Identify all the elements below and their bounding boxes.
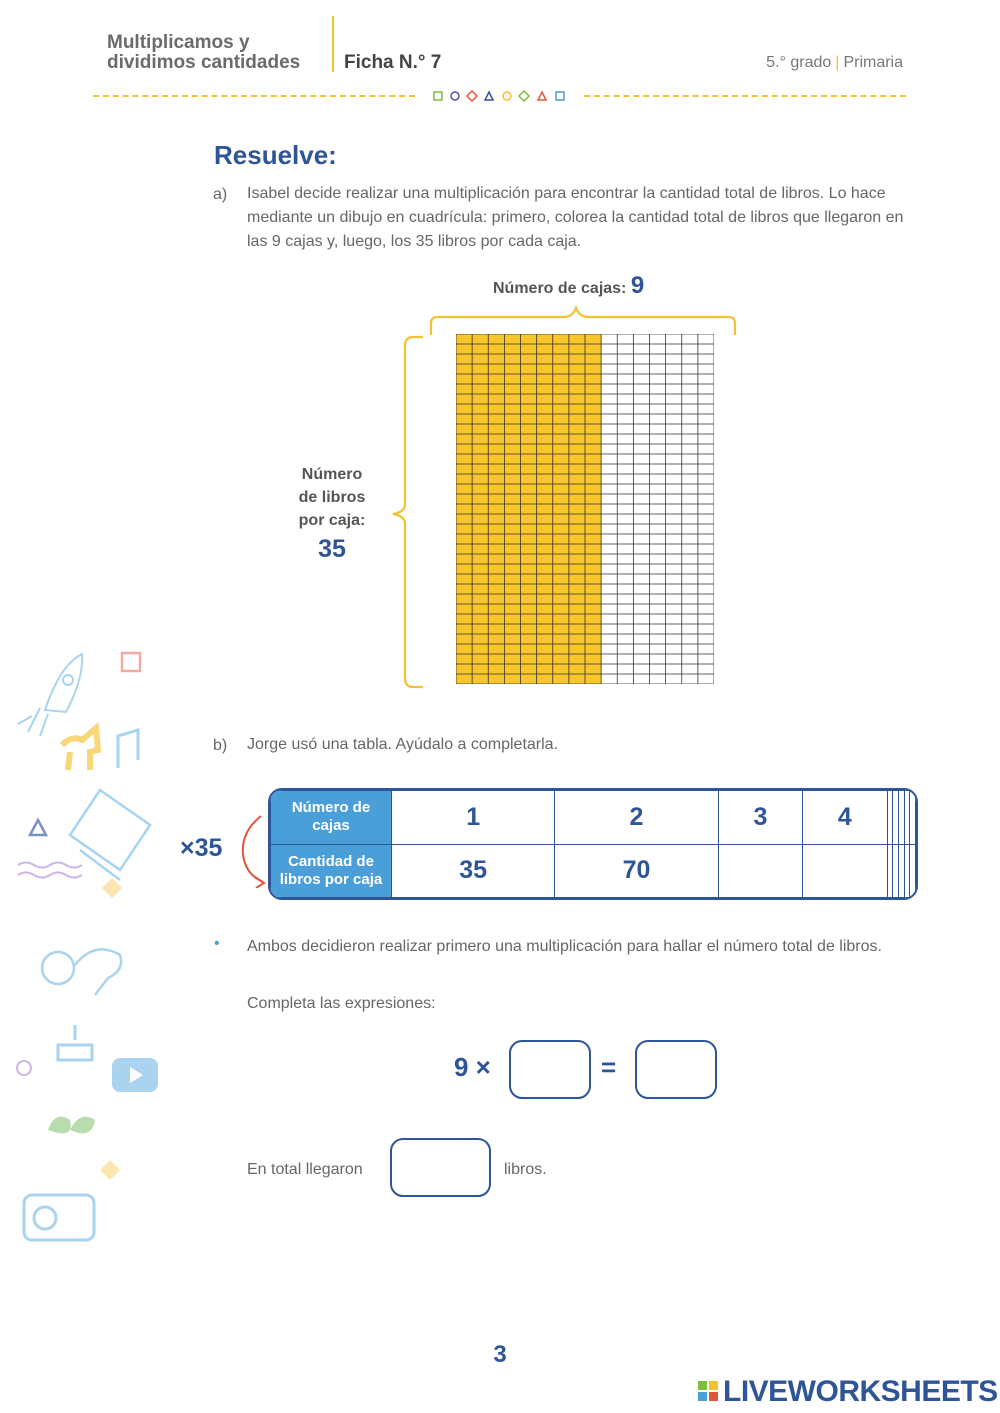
grade: 5.° grado	[766, 54, 832, 71]
answer-box-product[interactable]	[635, 1040, 717, 1099]
monkey-icon	[75, 949, 121, 995]
triangle-icon	[30, 820, 46, 835]
decorative-illustrations	[0, 640, 170, 1260]
row-header-cajas: Número de cajas	[271, 791, 392, 845]
answer-box-factor[interactable]	[509, 1040, 591, 1099]
answer-cell[interactable]	[803, 844, 887, 898]
laptop-icon	[70, 790, 150, 880]
leaves-icon	[48, 1117, 95, 1134]
multiplier-arrow-icon	[235, 812, 271, 888]
spiral-icon	[42, 952, 74, 984]
header-dashed-line-left	[93, 95, 415, 97]
table-cell: 2	[555, 791, 718, 845]
part-a-text: Isabel decide realizar una multiplicación para encontrar la cantidad total de libros. Lo hace mediante un dibujo en cuadrícula: primero, colorea la cantidad total de libros que llegaron en las 9 cajas y, luego, los 35 libros por cada caja.	[247, 185, 904, 250]
watermark: LIVEWORKSHEETS	[723, 1375, 998, 1408]
square-icon	[122, 653, 140, 671]
worksheet-title: Multiplicamos y dividimos cantidades	[107, 32, 301, 73]
circle-icon	[17, 1061, 31, 1075]
header-dashed-line-right	[584, 95, 906, 97]
cajas-value: 9	[630, 272, 645, 299]
grade-level	[700, 54, 903, 72]
table-cell: 3	[718, 791, 802, 845]
diamond-icon	[102, 878, 122, 898]
cajas-brace-icon	[428, 305, 740, 337]
multiplier-label: ×35	[180, 834, 223, 862]
part-b-text: Jorge usó una tabla. Ayúdalo a completarla.	[247, 736, 559, 753]
expression-left: 9 ×	[454, 1052, 491, 1082]
total-suffix: libros.	[504, 1161, 547, 1178]
liveworksheets-logo-icon	[697, 1380, 719, 1402]
expression-equals: =	[601, 1052, 617, 1082]
cajas-label: Número de cajas: 9	[493, 272, 645, 299]
section-title: Resuelve:	[214, 140, 337, 170]
answer-cell[interactable]	[718, 844, 802, 898]
answer-box-total[interactable]	[390, 1138, 491, 1197]
answer-cell[interactable]	[910, 791, 916, 845]
table-row	[271, 791, 916, 845]
libros-brace-icon	[385, 334, 425, 690]
libros-label: Número de libros por caja: 35	[282, 463, 382, 561]
grade-separator: |	[835, 54, 840, 71]
waves-icon	[18, 863, 82, 878]
header-shapes-icon	[430, 89, 570, 103]
ficha-number: Ficha N.° 7	[344, 52, 442, 73]
part-b-label: b)	[213, 737, 228, 754]
bullet: •	[214, 935, 220, 952]
part-c-instruction: Completa las expresiones:	[247, 995, 436, 1012]
music-note-icon	[118, 730, 138, 768]
table-row	[271, 844, 916, 898]
part-c-text: Ambos decidieron realizar primero una multiplicación para hallar el número total de libros.	[247, 938, 882, 955]
row-header-libros: Cantidad de libros por caja	[271, 844, 392, 898]
table-cell: 70	[555, 844, 718, 898]
multiplication-grid	[456, 334, 714, 684]
header-divider	[332, 16, 334, 72]
page-number: 3	[493, 1341, 507, 1368]
table-cell: 4	[803, 791, 887, 845]
llama-icon	[62, 728, 98, 770]
table-cell: 35	[392, 844, 555, 898]
download-icon	[58, 1025, 92, 1060]
table-cell: 1	[392, 791, 555, 845]
rocket-icon	[18, 654, 82, 736]
colored-region	[456, 334, 601, 684]
part-a-label: a)	[213, 186, 228, 203]
answer-cell[interactable]	[910, 844, 916, 898]
diamond-icon-2	[100, 1160, 120, 1180]
libros-value: 35	[318, 535, 346, 563]
total-prefix: En total llegaron	[247, 1161, 363, 1178]
multiplication-table	[268, 788, 918, 900]
level: Primaria	[843, 54, 903, 71]
